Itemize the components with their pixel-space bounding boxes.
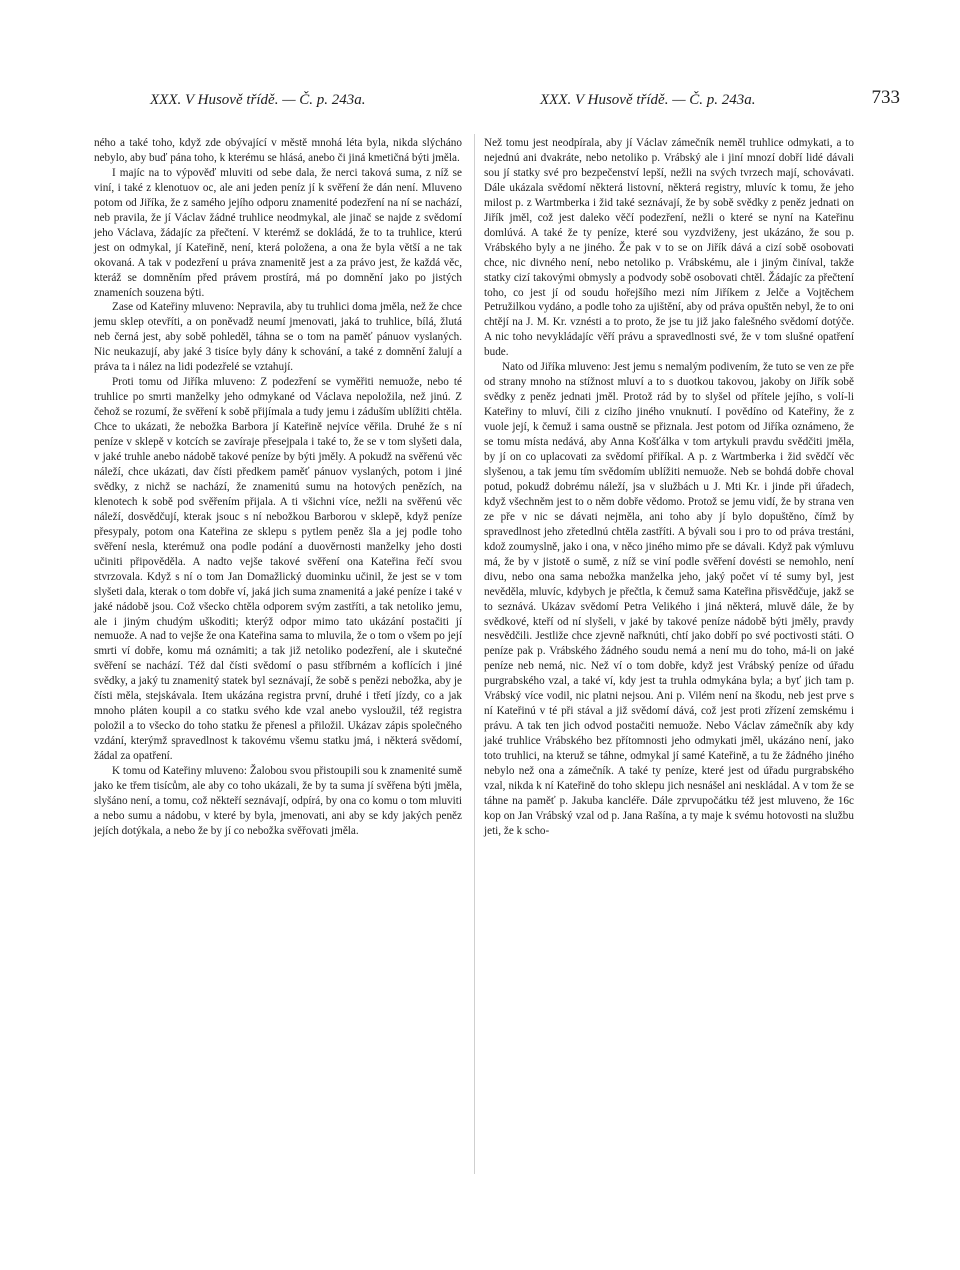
right-column bbox=[484, 136, 854, 839]
paragraph: Než tomu jest neodpírala, aby jí Václav zámečník neměl truhlice odmykati, a to nejednú ani dvakráte, nebo netoliko p. Vrábský ale i jiní mnozí dobří lidé dávali sou jí statky své pro bezpečenství lepší, nežli na svých tvrzech mají, schovávati. Dále ukázala svědomí některá listovní, některá registry, mluvíc k tomu, že jeho milost p. z Wartmberka i žid také seznávají, že by sobě svědky z peněz jednati on Jiřík jměl, což jest daleko věčí podezření, nežli o které se nyní na Kateřinu domlúvá. A také že ty peníze, které sou vyzdviženy, jest ukázáno, že sou p. Vrábského byly a ne jiného. Že pak v to se on Jiřík dává a cizí sobě osobovati chce, nic divného není, nebo netoliko p. Vrábskému, ale i jiným činíval, takže statky cizí takovými obmysly a podvody sobě osobovati chtěl. Žádajíc za přečtení toho, co jest jí od soudu hořejšího mezi ním Jiříkem z Jelče a Vojtěchem Petružilkou vydáno, a podle toho za ujištění, aby od práva opuštěn nebyl, že to oni chtějí na J. M. Kr. vznésti a to proto, že jse tu již jako falešného svědomí dotýče. A nic toho nevykládajíc věří právu a spravedlnosti své, že v tom slušné opatření bude. bbox=[484, 137, 854, 359]
paragraph: Proti tomu od Jiříka mluveno: Z podezření se vyměřiti nemuože, nebo té truhlice po smrti manželky jeho odmykané od Václava nepoložila, než jinú. Z čehož se rozumí, že svěření k sobě přijímala a tudy jemu i záduším ublížiti chtěla. Chce to ukázati, že nebožka Barbora jí Kateřině nejvíce věřila. Druhé že s ní peníze v sklepě v kotcích se zavíraje přesejpala i také to, že se v tom slyšeti dala, v jaké truhle anebo nádobě takové peníze by býti jměly. A pokudž na svěřenú věc náleží, chce ukázati, dav čísti předkem paměť pánuov vyslaných, potom i jiné svědky, z nichž se nachází, že znamenitú sumu na hotových penězích, na klenotech k sobě pod svěřením přijala. A ti všichni více, nežli na svěřenú věc náleží, dosvědčují, kterak jsouc s ní nebožkou Barborou v sklepě, když peníze přesypaly, potom ona Kateřina ze sklepu s pytlem peněz šla a jej podle toho svěření nesla, kterémuž ona podle podání a duověrnosti manželky jeho dosti učiniti připověděla. A nadto vejše takové svěření ona Kateřina řečí svou stvrzovala. Když s ní o tom Jan Domažlický duominku učinil, že jest se v tom slyšeti dala, kterak o tom dobře ví, jaká jich suma znamenitá a jaké peníze i také v jaké nádobě jsou. Což všecko chtěla odporem svým zastříti, a tak netoliko jemu, ale i jiným chudým uškoditi; kterýž odpor mimo tato ukázání postačiti jí nemuože. A nad to vejše že ona Kateřina sama to mluvila, že o tom o všem po její smrti ví dobře, komu má oznámiti; a tak již netoliko podezření, ale i skutečné svěření se nachází. Též dal čísti svědomí o pasu stříbrném a koflících i jiné svědky, a jaký tu znamenitý statek byl seznávají, že sobě s penězi nebožka, aby je čísti měla, stejskávala. Item ukázána registra první, druhé i třetí jízdy, co a jak mnoho pláten koupil a co statku svého kde vzal anebo vysloužil, též registra položil a to všecko do toho statku že přenesl a přiložil. Ukázav zápis společného vzdání, kterýmž spravedlnost k takovému všemu statku jmá, i některá svědomí, žádal za opatření. bbox=[94, 376, 462, 763]
left-column bbox=[94, 136, 462, 839]
running-header-left-text: XXX. V Husově třídě. — Č. p. 243a. bbox=[150, 92, 366, 108]
paragraph: Zase od Kateřiny mluveno: Nepravila, aby tu truhlici doma jměla, než že chce jemu sklep otevříti, a on poněvadž neumí jmenovati, jaká to truhlice, bílá, žlutá neb černá jest, aby sobě pohleděl, táhna se o tom na paměť pánuov vyslaných. Nic neukazují, aby jaké 3 tisíce byly dány k schování, a také z domnění žalují a práva ta i nález na lidi podezřelé se vztahují. bbox=[94, 301, 462, 374]
paragraph: Nato od Jiříka mluveno: Jest jemu s nemalým podivením, že tuto se ven ze pře od strany mnoho na stížnost mluví a to s duotkou takovou, jakoby on Jiřík sobě svědky z peněz jednati jměl. Protož rád by to slyšel od přítele jejího, s volí-li Kateřiny to mluví, čili z cizího jiného vnuknutí. I povědíno od Kateřiny, že z vuole její, k čemuž i sama oustně se přiznala. Jest potom od Jiříka oznámeno, že se tomu místa nedává, aby Anna Košťálka v tom artykuli pravdu svědčiti jměla, by jí on co uplacovati za svědomí přiříkal. A p. z Wartmberka i žid svědčí věc slyšenou, a tak jemu tím svědomím ublížiti nemuože. Neb se bohdá dobře choval potud, pokudž dobrému náleží, jsa v službách u J. Mti Kr. i jinde při úřadech, když všechněm jest to o něm dobře vědomo. Protož se jemu vidí, že by strana ven ze pře v nic se dávati nejměla, ani toho aby jí bylo dopuštěno, čímž by spravedlnost jeho zřetedlnú chtěla zastříti. A bývali sou i pro to od práva trestáni, kdož zoumyslně, jako i ona, v něco jiného mimo pře se dávali. Když pak výmluvu má, že by v jistotě o sumě, z níž se viní podle svěření dovésti se nemohlo, není divu, nebo ona sama nebožka manželka jeho, jaký počet ví té sumy byl, jest nevěděla, mluvíc, kdybych je přečtla, k čemuž sama Kateřina přisvědčuje, jakž se to seznává. Ukázav svědomí Petra Velikého i jiná některá, mluvě dále, že by svědkové, kteří od ní slyšeli, v jaké by takové peníze nádobě býti jměly, pravdy nesvědčili. Jestliže chce zjevně nařknúti, chtí jako dobří po své poctivosti státi. O peníze pak p. Vrábského žádného soudu nemá a není mu do toho, má-li on jaké peníze neb nemá, nic. Než ví o tom dobře, když jest Vrábský peníze od úřadu purgrabského vzal, a také ví, kdy jest ta truhla odmykána byla; a byť jich tam p. Vrábský více vodil, nic platni nejsou. Ani p. Vilém není na škodu, neb jest prve s ní Kateřinú v té při stával a již svědomí dává, což jest proti zřízení zemskému i právu. A tak ten jich odvod postačiti nemuože. Nebo Václav zámečník aby kdy jaké truhlice Vrábského bez přítomnosti jeho odmykati jměl, ukázáno není, jako toto truhlici, na kteruž se táhne, odmykal jí samé Kateřině, a tu že žádného jiného nebylo než ona a zámečník. A také ty peníze, které jest od úřadu purgrabského vzal, nikda k ní Kateřině do toho sklepu jich nesnášel ani neskládal. A v tom že se táhne na paměť p. Jakuba kancléře. Dále zprvupočátku též jest mluveno, že 16c kop on Jan Vrábský vzal od p. Jana Rašína, a ty maje k svému hotovosti na službu jeti, že k scho- bbox=[484, 361, 855, 837]
running-header-right-text: XXX. V Husově třídě. — Č. p. 243a. bbox=[540, 92, 756, 108]
paragraph: ného a také toho, když zde obývající v městě mnohá léta byla, nikda slýcháno nebylo, aby buď pána toho, k kterému se hlásá, anebo či jiná kmetičná býti jměla. bbox=[94, 137, 462, 164]
page-number: 733 bbox=[871, 87, 900, 108]
running-header-left bbox=[150, 92, 450, 118]
column-divider bbox=[474, 134, 475, 1174]
running-header-right bbox=[540, 87, 900, 118]
paragraph: I majíc na to výpověď mluviti od sebe dala, že nerci taková suma, z níž se viní, i také z klenotuov oc, ale ani jeden peníz jí k svěření že dán není. Mluveno potom od Jiříka, že z samého jejího odporu znamenité podezření na ní se nachází, neb pravila, že jí Václav žádné truhlice neodmykal, ale jinač se najde z svědomí jeho Václava, žádajíc za přečtení. V kterémž se dokládá, že to ta truhlice, kterú jest on odmykal, jí Kateřině, není, která položena, a ona že byla větší a ne tak okovaná. A tak v podezření u práva znamenitě jest a za právo jest, že každá věc, kteráž se domněním před právem prostírá, má po domnění jako po jistých znameních souzena býti. bbox=[94, 166, 462, 299]
paragraph: K tomu od Kateřiny mluveno: Žalobou svou přistoupili sou k znamenité sumě jako ke třem tisícům, ale aby co toho ukázali, že by ta suma jí svěřena býti jměla, slyšáno není, a tomu, což někteří seznávají, odpírá, by ona co komu o tom mluviti a nebo sumu a nádobu, v které by byla, jmenovati, ani aby se kdy jakých peněz jejích dotýkala, a nebo že by jí co nebožka svěřovati jměla. bbox=[94, 765, 462, 837]
